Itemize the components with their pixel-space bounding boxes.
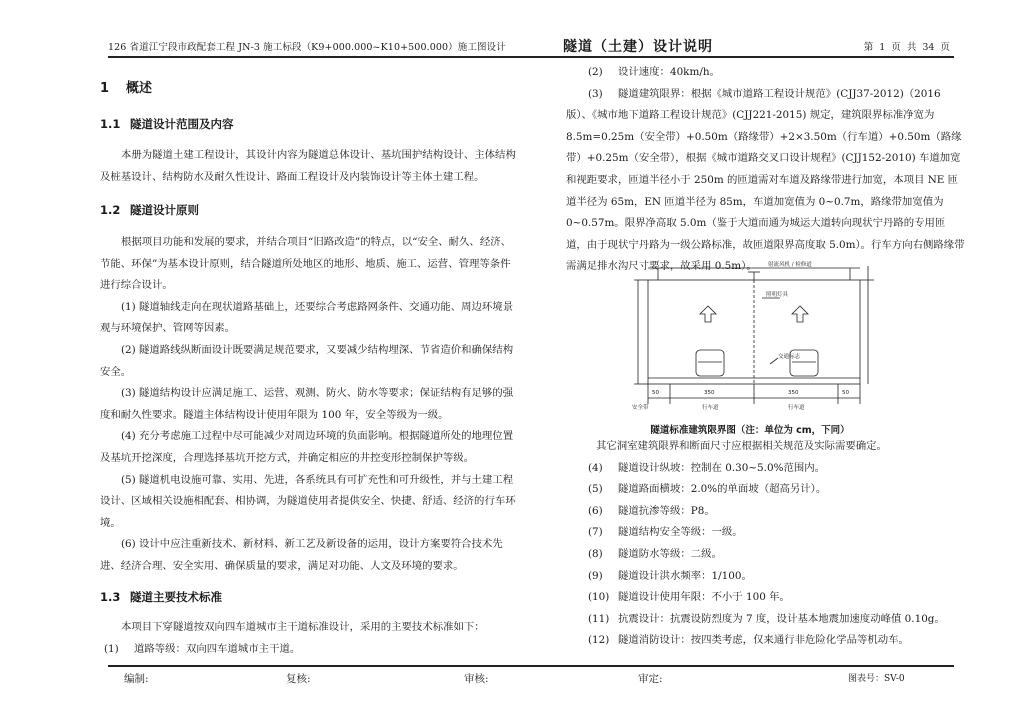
footer-review: 复核: [286, 673, 311, 685]
principle-1: (1) 隧道轴线走向在现状道路基础上，还要综合考虑路网条件、交通功能、周边环境景观与环境保护、管网等因素。 [100, 300, 514, 335]
figure-followup: 其它洞室建筑限界和断面尺寸应根据相关规范及实际需要确定。 [596, 440, 887, 452]
fig-dim-1: 50 [652, 390, 659, 396]
fig-dim-4: 50 [842, 390, 849, 396]
project-name: 126 省道江宁段市政配套工程 JN-3 施工标段（K9+000.000~K10+500.000）施工图设计 [108, 42, 506, 53]
standard-9: (9) 隧道设计洪水频率：1/100。 [588, 569, 752, 582]
figure-caption: 隧道标准建筑限界图（注：单位为 cm，下同） [650, 425, 850, 436]
footer-drawing-number: 图表号：SV-0 [848, 674, 905, 684]
section-1-3-heading: 1.3 隧道主要技术标准 [100, 590, 222, 605]
standard-1: (1) 道路等级：双向四车道城市主干道。 [104, 642, 301, 655]
footer-audit: 审核: [464, 673, 489, 685]
right-column [566, 62, 966, 278]
standard-7: (7) 隧道结构安全等级：一级。 [588, 526, 743, 539]
standard-3: (3) 隧道建筑限界：根据《城市道路工程设计规范》(CJJ37-2012)（2016 版）、《城市地下道路工程设计规范》(CJJ221-2015) 规定，建筑限界标准净宽为 8.5m=0.25m（安全带）+0.50m（路缘带）+2×3.50m（行车道）+0.50m（路缘带）+0.25m（安全带），根据《城市道路交叉口设计规程》(CJJ152-2010) 车道加宽和视距要求，匝道半径小于 250m 的匝道需对车道及路缘带进行加宽，本项目 NE 匝道半径为 65m，EN 匝道半径为 85m，车道加宽值为 0~0.7m，路缘带加宽值为 0~0.57m。限界净高取 5.0m（鉴于大道而通为城运大道转向现状宁丹路的专用匝道，由于现状宁丹路为一级公路标准，故匝道限界高度取 5.0m）。行车方向右侧路缘带需满足排水沟尺寸要求，故采用 0.5m）。 [566, 87, 965, 273]
section-1-heading: 1 概述 [100, 81, 153, 96]
section-1-1-heading: 1.1 隧道设计范围及内容 [100, 116, 234, 131]
page-header [108, 38, 954, 58]
principle-3: (3) 隧道结构设计应满足施工、运营、观测、防火、防水等要求；保证结构有足够的强度和耐久性要求。隧道主体结构设计使用年限为 100 年，安全等级为一级。 [100, 387, 514, 421]
standard-11: (11) 抗震设计：抗震设防烈度为 7 度，设计基本地震加速度动峰值 0.10g。 [588, 612, 945, 625]
standard-5: (5) 隧道路面横坡：2.0%的单面坡（超高另计）。 [588, 483, 827, 496]
left-column [100, 78, 518, 660]
section-1-3-intro: 本项目下穿隧道按双向四车道城市主干道标准设计，采用的主要技术标准如下： [121, 621, 485, 634]
standard-10: (10) 隧道设计使用年限：不小于 100 年。 [588, 591, 790, 604]
page-footer [108, 665, 954, 689]
tunnel-clearance-diagram [628, 258, 874, 414]
fig-lane-1: 行车道 [702, 405, 719, 411]
standard-6: (6) 隧道抗渗等级：P8。 [588, 504, 715, 517]
standard-2: (2) 设计速度：40km/h。 [588, 66, 720, 78]
fig-label-sign: 交通标志 [778, 354, 801, 360]
fig-label-lamp: 射流风机 / 检修道 [768, 262, 812, 268]
principle-2: (2) 隧道路线纵断面设计既要满足规范要求，又要减少结构埋深、节省造价和确保结构安全。 [100, 343, 514, 378]
standard-4: (4) 隧道设计纵坡：控制在 0.30~5.0%范围内。 [588, 461, 826, 474]
fig-dim-2: 350 [704, 390, 715, 396]
fig-label-light: 照明灯具 [766, 292, 789, 298]
page-number: 第 1 页 共 34 页 [863, 42, 950, 53]
fig-lane-2: 行车道 [788, 405, 805, 411]
principle-6: (6) 设计中应注重新技术、新材料、新工艺及新设备的运用，设计方案要符合技术先进、经济合理、安全实用、确保质量的要求，满足对功能、人文及环境的要求。 [100, 538, 503, 572]
document-title: 隧道（土建）设计说明 [563, 39, 713, 55]
footer-compile: 编制: [124, 673, 149, 685]
fig-dim-3: 350 [788, 390, 799, 396]
standard-12: (12) 隧道消防设计：按四类考虑，仅来通行非危险化学品等机动车。 [588, 634, 909, 647]
footer-approve: 审定: [638, 673, 663, 685]
section-1-2-intro: 根据项目功能和发展的要求，并结合项目“旧路改造”的特点，以“安全、耐久、经济、节能、环保”为基本设计原则，结合隧道所处地区的地形、地质、施工、运营、管理等条件进行综合设计。 [100, 235, 511, 292]
section-1-1-body: 本册为隧道土建工程设计，其设计内容为隧道总体设计、基坑围护结构设计、主体结构及桩基设计、结构防水及耐久性设计、路面工程设计及内装饰设计等主体土建工程。 [100, 149, 516, 183]
right-column-lower [566, 436, 966, 652]
principle-5: (5) 隧道机电设施可靠、实用、先进，各系统具有可扩充性和可升级性，并与土建工程设计、区域相关设施相配套、相协调，为隧道使用者提供安全、快捷、舒适、经济的行车环境。 [100, 473, 516, 529]
principle-4: (4) 充分考虑施工过程中尽可能减少对周边环境的负面影响。根据隧道所处的地理位置及基坑开挖深度，合理选择基坑开挖方式，并确定相应的井控变形控制保护等级。 [100, 430, 514, 464]
section-1-2-heading: 1.2 隧道设计原则 [100, 203, 199, 218]
standard-8: (8) 隧道防水等级：二级。 [588, 547, 722, 560]
fig-label-side: 安全带 [632, 405, 649, 411]
